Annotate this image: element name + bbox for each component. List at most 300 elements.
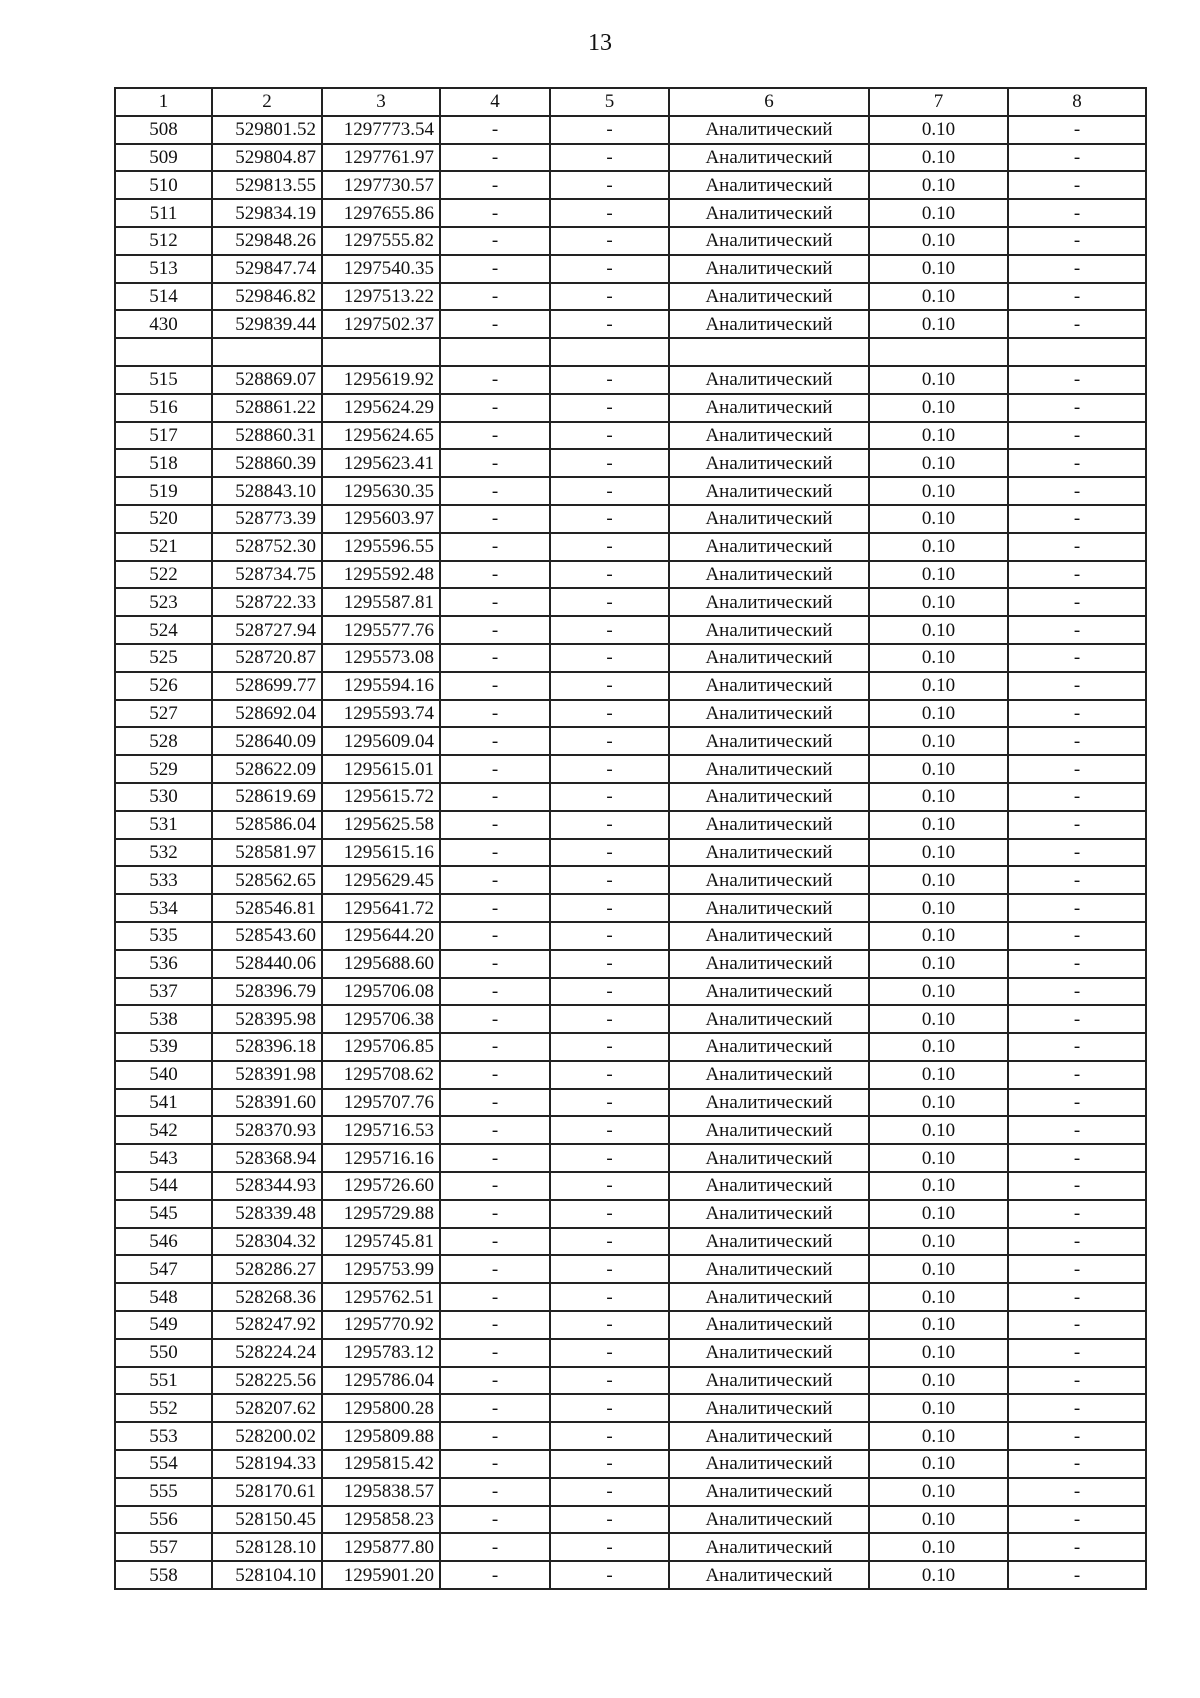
cell-method: Аналитический	[669, 1311, 869, 1339]
table-row	[115, 227, 1146, 255]
cell-method: Аналитический	[669, 1089, 869, 1117]
cell-accuracy: 0.10	[869, 839, 1008, 867]
cell-col-8: -	[1008, 171, 1146, 199]
cell-col-8: -	[1008, 283, 1146, 311]
cell-coord-x: 528727.94	[212, 616, 322, 644]
cell-coord-y: 1295800.28	[322, 1394, 440, 1422]
cell-method: Аналитический	[669, 783, 869, 811]
table-row	[115, 1144, 1146, 1172]
cell-coord-y: 1295603.97	[322, 505, 440, 533]
table-row	[115, 1394, 1146, 1422]
cell-method: Аналитический	[669, 950, 869, 978]
table-row	[115, 700, 1146, 728]
cell-coord-x: 529813.55	[212, 171, 322, 199]
table-row	[115, 255, 1146, 283]
cell-col-4: -	[440, 255, 550, 283]
cell-col-5: -	[550, 894, 669, 922]
cell-col-4: -	[440, 533, 550, 561]
cell-coord-y: 1295877.80	[322, 1533, 440, 1561]
column-header-6: 6	[669, 88, 869, 116]
cell-accuracy: 0.10	[869, 644, 1008, 672]
cell-coord-x: 528734.75	[212, 561, 322, 589]
cell-col-4	[440, 338, 550, 366]
table-row	[115, 1533, 1146, 1561]
cell-coord-x: 528224.24	[212, 1339, 322, 1367]
cell-col-8: -	[1008, 199, 1146, 227]
cell-point-number: 550	[115, 1339, 212, 1367]
table-row	[115, 338, 1146, 366]
table-row	[115, 1367, 1146, 1395]
cell-point-number: 512	[115, 227, 212, 255]
cell-col-8: -	[1008, 1228, 1146, 1256]
cell-coord-y: 1295592.48	[322, 561, 440, 589]
cell-point-number: 541	[115, 1089, 212, 1117]
cell-col-5: -	[550, 1144, 669, 1172]
cell-coord-x: 528622.09	[212, 755, 322, 783]
cell-accuracy: 0.10	[869, 672, 1008, 700]
table-body	[115, 116, 1146, 1589]
cell-accuracy: 0.10	[869, 1005, 1008, 1033]
cell-coord-y: 1295786.04	[322, 1367, 440, 1395]
cell-point-number: 556	[115, 1506, 212, 1534]
cell-col-5: -	[550, 1339, 669, 1367]
cell-col-5: -	[550, 283, 669, 311]
cell-coord-y: 1295623.41	[322, 449, 440, 477]
cell-coord-x: 528722.33	[212, 588, 322, 616]
cell-coord-y: 1297655.86	[322, 199, 440, 227]
cell-point-number: 518	[115, 449, 212, 477]
table-row	[115, 1061, 1146, 1089]
cell-col-8: -	[1008, 1200, 1146, 1228]
cell-point-number: 535	[115, 922, 212, 950]
cell-accuracy: 0.10	[869, 727, 1008, 755]
cell-accuracy: 0.10	[869, 1200, 1008, 1228]
cell-col-8: -	[1008, 561, 1146, 589]
cell-coord-y: 1295594.16	[322, 672, 440, 700]
cell-point-number: 515	[115, 366, 212, 394]
cell-col-5: -	[550, 1506, 669, 1534]
cell-col-4: -	[440, 1228, 550, 1256]
cell-method: Аналитический	[669, 672, 869, 700]
cell-col-8	[1008, 338, 1146, 366]
cell-coord-y: 1295716.53	[322, 1116, 440, 1144]
table-row	[115, 1339, 1146, 1367]
cell-coord-x: 528368.94	[212, 1144, 322, 1172]
cell-coord-y: 1295707.76	[322, 1089, 440, 1117]
table-row	[115, 449, 1146, 477]
cell-point-number: 551	[115, 1367, 212, 1395]
cell-accuracy: 0.10	[869, 1228, 1008, 1256]
cell-col-5: -	[550, 171, 669, 199]
cell-col-8: -	[1008, 1255, 1146, 1283]
cell-col-8: -	[1008, 894, 1146, 922]
cell-coord-x: 528128.10	[212, 1533, 322, 1561]
table-row	[115, 394, 1146, 422]
cell-point-number: 510	[115, 171, 212, 199]
cell-accuracy: 0.10	[869, 505, 1008, 533]
cell-coord-x	[212, 338, 322, 366]
cell-point-number: 517	[115, 422, 212, 450]
cell-coord-y: 1295625.58	[322, 811, 440, 839]
cell-coord-x: 529804.87	[212, 144, 322, 172]
cell-col-8: -	[1008, 1422, 1146, 1450]
table-row	[115, 1033, 1146, 1061]
cell-point-number: 554	[115, 1450, 212, 1478]
cell-col-4: -	[440, 672, 550, 700]
cell-accuracy: 0.10	[869, 366, 1008, 394]
cell-point-number: 530	[115, 783, 212, 811]
cell-method: Аналитический	[669, 978, 869, 1006]
cell-accuracy: 0.10	[869, 978, 1008, 1006]
cell-col-4: -	[440, 588, 550, 616]
cell-col-5: -	[550, 700, 669, 728]
cell-coord-y: 1295753.99	[322, 1255, 440, 1283]
cell-point-number: 511	[115, 199, 212, 227]
cell-method: Аналитический	[669, 1061, 869, 1089]
table-row	[115, 1422, 1146, 1450]
cell-coord-y: 1297761.97	[322, 144, 440, 172]
cell-col-8: -	[1008, 310, 1146, 338]
cell-col-4: -	[440, 1367, 550, 1395]
cell-point-number: 523	[115, 588, 212, 616]
cell-coord-y: 1297540.35	[322, 255, 440, 283]
column-header-7: 7	[869, 88, 1008, 116]
page-number: 13	[588, 30, 612, 56]
cell-method: Аналитический	[669, 283, 869, 311]
cell-point-number: 516	[115, 394, 212, 422]
table-row	[115, 477, 1146, 505]
cell-accuracy: 0.10	[869, 199, 1008, 227]
cell-method: Аналитический	[669, 700, 869, 728]
cell-coord-y: 1295630.35	[322, 477, 440, 505]
table-row	[115, 533, 1146, 561]
cell-method: Аналитический	[669, 839, 869, 867]
cell-accuracy: 0.10	[869, 1422, 1008, 1450]
cell-coord-y: 1295809.88	[322, 1422, 440, 1450]
cell-method: Аналитический	[669, 533, 869, 561]
cell-col-4: -	[440, 616, 550, 644]
table-row	[115, 199, 1146, 227]
cell-point-number: 522	[115, 561, 212, 589]
cell-col-4: -	[440, 477, 550, 505]
cell-point-number: 524	[115, 616, 212, 644]
cell-method: Аналитический	[669, 1561, 869, 1589]
cell-accuracy	[869, 338, 1008, 366]
coordinates-table	[114, 87, 1147, 1590]
cell-method: Аналитический	[669, 1422, 869, 1450]
cell-coord-x: 528581.97	[212, 839, 322, 867]
cell-col-5: -	[550, 811, 669, 839]
cell-coord-y: 1295629.45	[322, 866, 440, 894]
cell-point-number: 508	[115, 116, 212, 144]
cell-method: Аналитический	[669, 477, 869, 505]
cell-col-4: -	[440, 1033, 550, 1061]
cell-coord-x: 529801.52	[212, 116, 322, 144]
table-row	[115, 310, 1146, 338]
cell-col-8: -	[1008, 1089, 1146, 1117]
table-row	[115, 588, 1146, 616]
cell-method: Аналитический	[669, 394, 869, 422]
cell-col-5: -	[550, 672, 669, 700]
cell-col-8: -	[1008, 811, 1146, 839]
cell-coord-x: 529847.74	[212, 255, 322, 283]
cell-col-5: -	[550, 1033, 669, 1061]
cell-col-4: -	[440, 422, 550, 450]
cell-col-5: -	[550, 644, 669, 672]
cell-col-8: -	[1008, 866, 1146, 894]
cell-point-number: 532	[115, 839, 212, 867]
cell-method: Аналитический	[669, 1506, 869, 1534]
cell-accuracy: 0.10	[869, 616, 1008, 644]
cell-col-5: -	[550, 1283, 669, 1311]
cell-col-5: -	[550, 561, 669, 589]
cell-point-number: 540	[115, 1061, 212, 1089]
cell-col-4: -	[440, 1172, 550, 1200]
cell-point-number: 543	[115, 1144, 212, 1172]
cell-col-8: -	[1008, 588, 1146, 616]
cell-accuracy: 0.10	[869, 255, 1008, 283]
cell-col-4: -	[440, 505, 550, 533]
cell-point-number: 546	[115, 1228, 212, 1256]
cell-col-8: -	[1008, 672, 1146, 700]
cell-col-4: -	[440, 1394, 550, 1422]
cell-method	[669, 338, 869, 366]
cell-coord-y: 1295609.04	[322, 727, 440, 755]
cell-accuracy: 0.10	[869, 1061, 1008, 1089]
cell-method: Аналитический	[669, 1255, 869, 1283]
cell-coord-y: 1295770.92	[322, 1311, 440, 1339]
cell-col-4: -	[440, 1339, 550, 1367]
cell-point-number: 557	[115, 1533, 212, 1561]
cell-col-5: -	[550, 116, 669, 144]
cell-accuracy: 0.10	[869, 866, 1008, 894]
cell-col-4: -	[440, 366, 550, 394]
table-row	[115, 422, 1146, 450]
cell-coord-x: 528391.98	[212, 1061, 322, 1089]
cell-coord-x: 528395.98	[212, 1005, 322, 1033]
cell-point-number: 553	[115, 1422, 212, 1450]
cell-point-number: 536	[115, 950, 212, 978]
cell-col-8: -	[1008, 978, 1146, 1006]
cell-coord-x: 528247.92	[212, 1311, 322, 1339]
cell-coord-x: 528640.09	[212, 727, 322, 755]
cell-col-5: -	[550, 1533, 669, 1561]
cell-coord-y: 1295619.92	[322, 366, 440, 394]
cell-col-5: -	[550, 477, 669, 505]
cell-col-4: -	[440, 144, 550, 172]
table-row	[115, 144, 1146, 172]
cell-col-4: -	[440, 894, 550, 922]
cell-col-5: -	[550, 1367, 669, 1395]
cell-coord-y: 1295708.62	[322, 1061, 440, 1089]
cell-col-5: -	[550, 394, 669, 422]
cell-coord-x: 528860.39	[212, 449, 322, 477]
cell-method: Аналитический	[669, 588, 869, 616]
cell-col-8: -	[1008, 477, 1146, 505]
table-row	[115, 1089, 1146, 1117]
cell-method: Аналитический	[669, 144, 869, 172]
cell-point-number: 538	[115, 1005, 212, 1033]
cell-method: Аналитический	[669, 366, 869, 394]
cell-method: Аналитический	[669, 644, 869, 672]
cell-col-5: -	[550, 1450, 669, 1478]
table-row	[115, 672, 1146, 700]
cell-col-8: -	[1008, 366, 1146, 394]
column-header-3: 3	[322, 88, 440, 116]
cell-coord-y	[322, 338, 440, 366]
table-row	[115, 894, 1146, 922]
cell-method: Аналитический	[669, 727, 869, 755]
cell-col-5: -	[550, 1089, 669, 1117]
cell-method: Аналитический	[669, 227, 869, 255]
cell-col-5: -	[550, 1478, 669, 1506]
cell-col-8: -	[1008, 700, 1146, 728]
cell-accuracy: 0.10	[869, 1533, 1008, 1561]
cell-col-4: -	[440, 811, 550, 839]
cell-accuracy: 0.10	[869, 116, 1008, 144]
cell-col-4: -	[440, 1283, 550, 1311]
cell-point-number: 509	[115, 144, 212, 172]
cell-col-4: -	[440, 1116, 550, 1144]
cell-col-4: -	[440, 283, 550, 311]
cell-point-number: 520	[115, 505, 212, 533]
cell-coord-x: 528104.10	[212, 1561, 322, 1589]
cell-accuracy: 0.10	[869, 588, 1008, 616]
cell-col-4: -	[440, 727, 550, 755]
cell-coord-x: 528200.02	[212, 1422, 322, 1450]
cell-col-4: -	[440, 310, 550, 338]
cell-accuracy: 0.10	[869, 1255, 1008, 1283]
cell-coord-x: 528843.10	[212, 477, 322, 505]
cell-point-number: 545	[115, 1200, 212, 1228]
cell-col-4: -	[440, 1089, 550, 1117]
cell-method: Аналитический	[669, 1033, 869, 1061]
cell-coord-y: 1295624.29	[322, 394, 440, 422]
cell-col-5: -	[550, 1061, 669, 1089]
cell-col-5: -	[550, 310, 669, 338]
cell-col-8: -	[1008, 1450, 1146, 1478]
table-row	[115, 1172, 1146, 1200]
cell-point-number	[115, 338, 212, 366]
cell-col-4: -	[440, 1144, 550, 1172]
cell-method: Аналитический	[669, 422, 869, 450]
cell-col-8: -	[1008, 1478, 1146, 1506]
cell-method: Аналитический	[669, 1283, 869, 1311]
cell-col-8: -	[1008, 727, 1146, 755]
cell-coord-x: 528440.06	[212, 950, 322, 978]
cell-accuracy: 0.10	[869, 1394, 1008, 1422]
cell-accuracy: 0.10	[869, 533, 1008, 561]
cell-accuracy: 0.10	[869, 950, 1008, 978]
table-row	[115, 978, 1146, 1006]
cell-col-8: -	[1008, 922, 1146, 950]
cell-col-8: -	[1008, 755, 1146, 783]
cell-method: Аналитический	[669, 1005, 869, 1033]
cell-col-5: -	[550, 1228, 669, 1256]
cell-col-4: -	[440, 394, 550, 422]
column-header-2: 2	[212, 88, 322, 116]
cell-col-8: -	[1008, 449, 1146, 477]
cell-coord-y: 1295729.88	[322, 1200, 440, 1228]
cell-coord-y: 1295706.85	[322, 1033, 440, 1061]
cell-coord-x: 528720.87	[212, 644, 322, 672]
column-header-5: 5	[550, 88, 669, 116]
cell-coord-y: 1297513.22	[322, 283, 440, 311]
table-row	[115, 1005, 1146, 1033]
cell-col-8: -	[1008, 644, 1146, 672]
cell-accuracy: 0.10	[869, 922, 1008, 950]
cell-col-8: -	[1008, 144, 1146, 172]
cell-coord-x: 529848.26	[212, 227, 322, 255]
table-row	[115, 1228, 1146, 1256]
cell-point-number: 513	[115, 255, 212, 283]
cell-coord-y: 1297773.54	[322, 116, 440, 144]
cell-method: Аналитический	[669, 866, 869, 894]
table-row	[115, 644, 1146, 672]
cell-col-8: -	[1008, 1144, 1146, 1172]
cell-method: Аналитический	[669, 894, 869, 922]
cell-coord-x: 528268.36	[212, 1283, 322, 1311]
cell-accuracy: 0.10	[869, 477, 1008, 505]
cell-col-4: -	[440, 978, 550, 1006]
cell-coord-x: 528225.56	[212, 1367, 322, 1395]
cell-coord-x: 528546.81	[212, 894, 322, 922]
cell-col-5: -	[550, 1172, 669, 1200]
cell-coord-x: 528619.69	[212, 783, 322, 811]
cell-accuracy: 0.10	[869, 1283, 1008, 1311]
cell-coord-y: 1295587.81	[322, 588, 440, 616]
cell-col-5: -	[550, 727, 669, 755]
cell-method: Аналитический	[669, 1172, 869, 1200]
cell-accuracy: 0.10	[869, 1311, 1008, 1339]
cell-coord-y: 1295716.16	[322, 1144, 440, 1172]
cell-method: Аналитический	[669, 755, 869, 783]
cell-coord-y: 1295745.81	[322, 1228, 440, 1256]
cell-point-number: 529	[115, 755, 212, 783]
cell-method: Аналитический	[669, 1367, 869, 1395]
cell-point-number: 544	[115, 1172, 212, 1200]
cell-col-5: -	[550, 255, 669, 283]
cell-coord-y: 1297730.57	[322, 171, 440, 199]
cell-col-8: -	[1008, 505, 1146, 533]
cell-col-5: -	[550, 839, 669, 867]
cell-coord-x: 528391.60	[212, 1089, 322, 1117]
table-row	[115, 366, 1146, 394]
cell-coord-x: 528150.45	[212, 1506, 322, 1534]
cell-accuracy: 0.10	[869, 144, 1008, 172]
cell-accuracy: 0.10	[869, 1367, 1008, 1395]
cell-col-4: -	[440, 839, 550, 867]
cell-col-5: -	[550, 199, 669, 227]
cell-point-number: 525	[115, 644, 212, 672]
cell-coord-x: 529834.19	[212, 199, 322, 227]
cell-coord-x: 528304.32	[212, 1228, 322, 1256]
cell-accuracy: 0.10	[869, 394, 1008, 422]
cell-coord-y: 1295596.55	[322, 533, 440, 561]
cell-method: Аналитический	[669, 1144, 869, 1172]
table-row	[115, 116, 1146, 144]
cell-method: Аналитический	[669, 1116, 869, 1144]
cell-coord-y: 1295641.72	[322, 894, 440, 922]
cell-coord-x: 528396.79	[212, 978, 322, 1006]
cell-col-8: -	[1008, 1339, 1146, 1367]
cell-col-5: -	[550, 978, 669, 1006]
cell-col-8: -	[1008, 227, 1146, 255]
table-row	[115, 505, 1146, 533]
cell-method: Аналитический	[669, 1394, 869, 1422]
cell-point-number: 539	[115, 1033, 212, 1061]
cell-coord-y: 1295615.16	[322, 839, 440, 867]
